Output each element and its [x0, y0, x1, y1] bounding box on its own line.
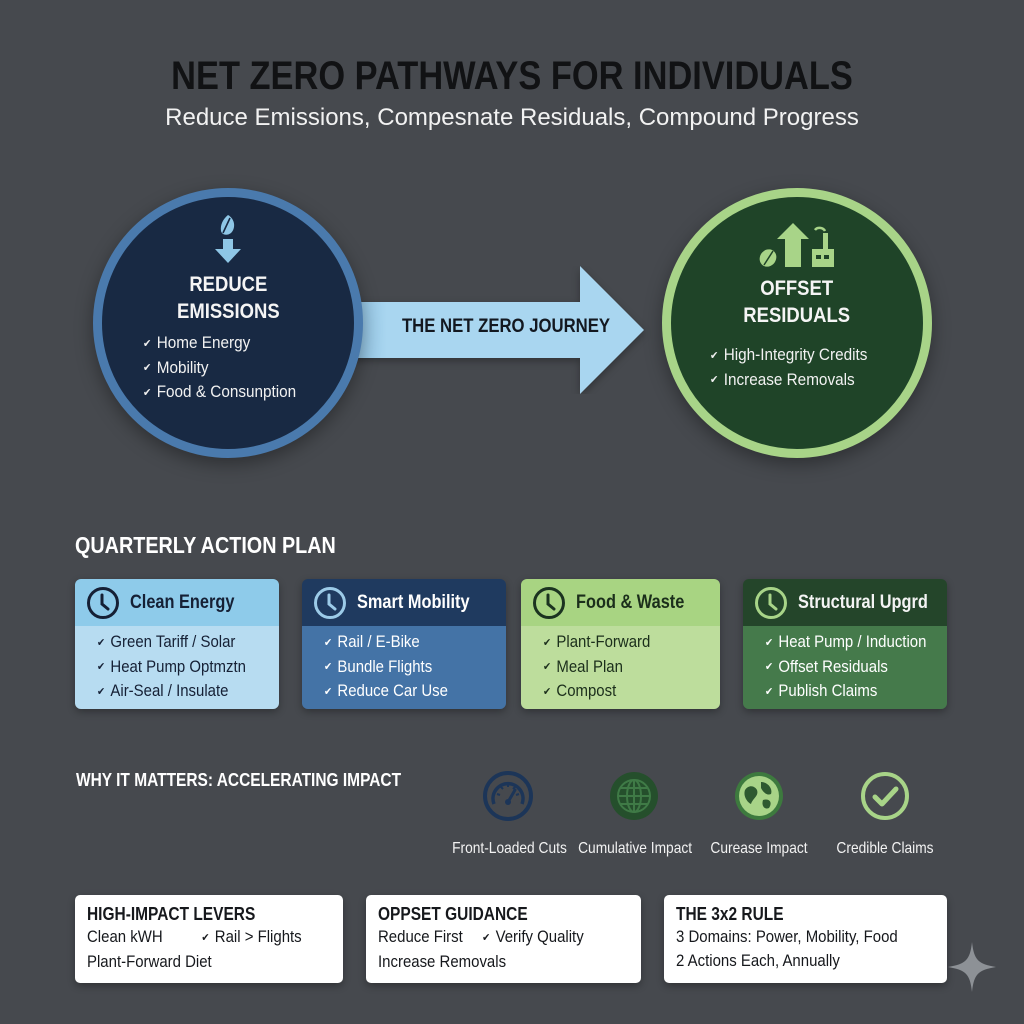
offset-residuals-circle — [662, 188, 932, 458]
list-item: ✔ Meal Plan — [543, 655, 699, 680]
info-card-row: Plant-Forward Diet — [87, 951, 212, 971]
check-icon: ✔ — [142, 386, 152, 399]
plan-card-title: Structural Upgrd — [798, 591, 928, 613]
check-icon: ✔ — [324, 661, 333, 674]
info-card-row: Clean kWH ✔ Rail > Flights — [87, 925, 302, 950]
check-icon: ✔ — [97, 636, 106, 649]
plan-card-title: Smart Mobility — [357, 591, 470, 613]
check-icon: ✔ — [543, 636, 552, 649]
check-icon: ✔ — [97, 661, 106, 674]
check-icon: ✔ — [97, 685, 106, 698]
check-icon: ✔ — [201, 931, 210, 944]
plan-card-clean-energy — [75, 579, 279, 709]
globe-grid-icon — [608, 770, 660, 822]
list-item: ✔ Green Tariff / Solar — [97, 630, 257, 655]
plan-card-food-waste — [521, 579, 720, 709]
check-icon: ✔ — [324, 685, 333, 698]
plan-card-structural-upgrade — [743, 579, 947, 709]
speedometer-icon — [482, 770, 534, 822]
list-item: ✔ Food & Consunption — [143, 380, 296, 405]
offset-title-line1: OFFSET — [760, 277, 834, 300]
check-icon: ✔ — [709, 374, 718, 387]
why-item-label: Front-Loaded Cuts — [452, 840, 567, 857]
offset-list — [710, 343, 885, 392]
checkmark-circle-icon — [859, 770, 911, 822]
leaf-up-arrow-factory-icon — [759, 221, 835, 269]
list-item: ✔ Bundle Flights — [324, 655, 484, 680]
info-card-high-impact-levers — [75, 895, 343, 983]
earth-icon — [733, 770, 785, 822]
plan-card-smart-mobility — [302, 579, 506, 709]
plan-card-title: Food & Waste — [576, 591, 685, 613]
why-item-label: Curease Impact — [710, 840, 808, 857]
info-card-title: THE 3x2 RULE — [676, 904, 784, 924]
clock-icon — [86, 586, 120, 620]
check-icon: ✔ — [709, 349, 718, 362]
info-card-title: HIGH-IMPACT LEVERS — [87, 904, 256, 924]
info-card-row: 2 Actions Each, Annually — [676, 951, 840, 970]
clock-icon — [313, 586, 347, 620]
list-item: ✔ Rail / E-Bike — [324, 630, 484, 655]
check-icon: ✔ — [324, 636, 333, 649]
page-subtitle: Reduce Emissions, Compesnate Residuals, Compound Progress — [165, 104, 859, 131]
list-item: ✔ Mobility — [143, 356, 296, 381]
why-item-curease-impact — [694, 770, 824, 858]
reduce-list — [143, 331, 313, 405]
check-icon: ✔ — [765, 636, 774, 649]
why-item-front-loaded-cuts — [443, 770, 573, 858]
page-title: NET ZERO PATHWAYS FOR INDIVIDUALS — [171, 54, 853, 98]
check-icon: ✔ — [765, 685, 774, 698]
list-item: ✔ Air-Seal / Insulate — [97, 679, 257, 704]
why-item-cumulative-impact — [569, 770, 699, 858]
why-item-label: Cumulative Impact — [578, 840, 693, 857]
list-item: ✔ Publish Claims — [765, 679, 925, 704]
list-item: ✔ Home Energy — [143, 331, 296, 356]
check-icon: ✔ — [142, 337, 152, 350]
why-item-label: Credible Claims — [836, 840, 934, 857]
clock-icon — [754, 586, 788, 620]
info-card-3x2-rule — [664, 895, 947, 983]
reduce-title-line1: REDUCE — [188, 273, 268, 296]
list-item: ✔ High-Integrity Credits — [710, 343, 867, 368]
list-item: ✔ Heat Pump / Induction — [765, 630, 925, 655]
reduce-emissions-circle — [93, 188, 363, 458]
why-it-matters-title: WHY IT MATTERS: ACCELERATING IMPACT — [76, 770, 402, 790]
info-card-row: Reduce First ✔ Verify Quality — [378, 925, 599, 950]
plan-card-title: Clean Energy — [130, 591, 235, 613]
list-item: ✔ Increase Removals — [710, 368, 867, 393]
info-card-row: 3 Domains: Power, Mobility, Food — [676, 927, 898, 946]
quarterly-plan-title: QUARTERLY ACTION PLAN — [75, 532, 336, 558]
check-icon: ✔ — [765, 661, 774, 674]
info-card-offset-guidance — [366, 895, 641, 983]
check-icon: ✔ — [482, 931, 491, 944]
list-item: ✔ Reduce Car Use — [324, 679, 484, 704]
info-card-title: OPPSET GUIDANCE — [378, 904, 528, 924]
leaf-down-arrow-icon — [211, 213, 245, 265]
list-item: ✔ Plant-Forward — [543, 630, 699, 655]
sparkle-icon — [948, 942, 996, 992]
clock-icon — [532, 586, 566, 620]
list-item: ✔ Heat Pump Optmztn — [97, 655, 257, 680]
check-icon: ✔ — [543, 661, 552, 674]
why-item-credible-claims — [820, 770, 950, 858]
list-item: ✔ Offset Residuals — [765, 655, 925, 680]
check-icon: ✔ — [142, 362, 152, 375]
journey-arrow-label: THE NET ZERO JOURNEY — [401, 316, 611, 337]
reduce-title-line2: EMISSIONS — [176, 300, 280, 323]
offset-title-line2: RESIDUALS — [743, 304, 851, 327]
info-card-row: Increase Removals — [378, 951, 507, 971]
list-item: ✔ Compost — [543, 679, 699, 704]
check-icon: ✔ — [543, 685, 552, 698]
